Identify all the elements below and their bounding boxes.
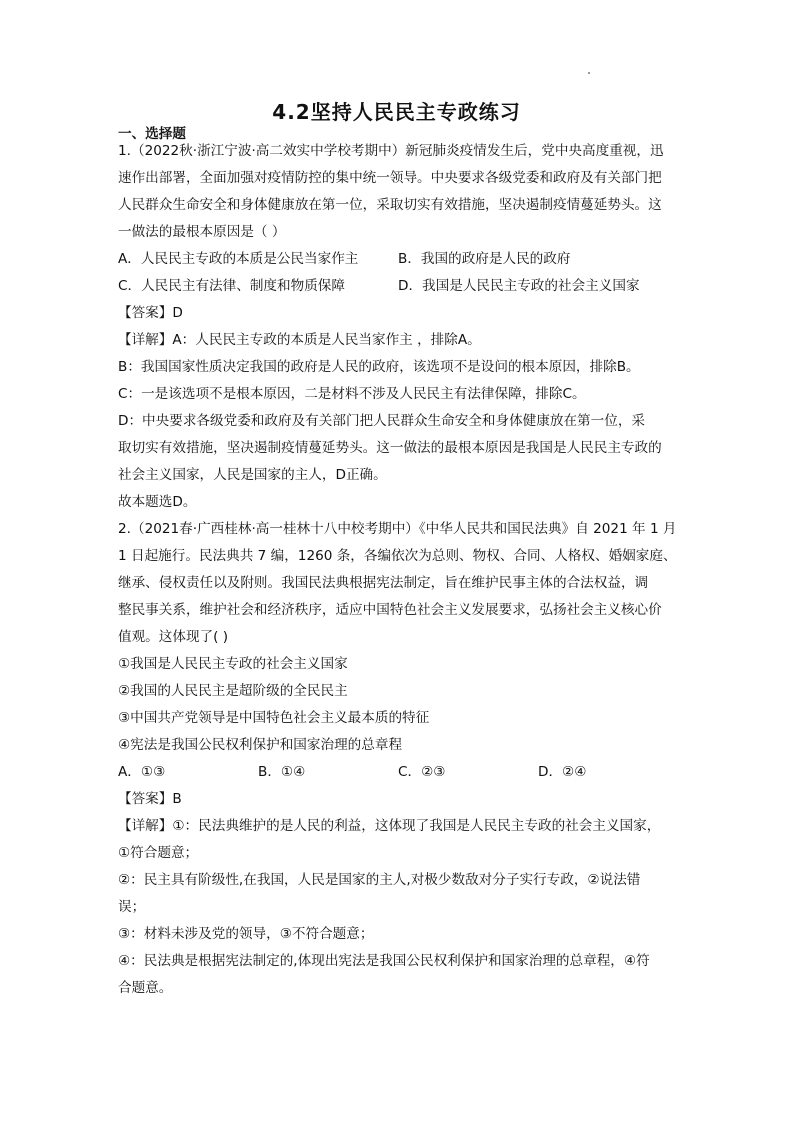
q1-option-c: C．人民民主有法律、制度和物质保障 bbox=[118, 278, 345, 294]
q2-option-b: B．①④ bbox=[258, 764, 306, 780]
q2-detail-line: 误； bbox=[118, 899, 146, 915]
q2-answer: 【答案】B bbox=[118, 791, 182, 807]
q2-stem-line: 值观。这体现了( ) bbox=[118, 629, 229, 645]
q1-stem-line: 一做法的最根本原因是（ ） bbox=[118, 224, 286, 240]
q1-answer: 【答案】D bbox=[118, 305, 183, 321]
q2-detail-line: ①符合题意； bbox=[118, 845, 199, 861]
page-title: 4.2坚持人民民主专政练习 bbox=[272, 100, 521, 124]
q2-detail-line: ③：材料未涉及党的领导，③不符合题意； bbox=[118, 926, 374, 942]
section-heading: 一、选择题 bbox=[118, 126, 186, 142]
scan-dot bbox=[588, 72, 590, 74]
q1-detail-line: 取切实有效措施，坚决遏制疫情蔓延势头。这一做法的最根本原因是我国是人民民主专政的 bbox=[118, 440, 662, 456]
q2-option-c: C．②③ bbox=[398, 764, 446, 780]
q1-option-b: B．我国的政府是人民的政府 bbox=[398, 251, 571, 267]
q2-detail-line: ④：民法典是根据宪法制定的,体现出宪法是我国公民权利保护和国家治理的总章程，④符 bbox=[118, 953, 650, 969]
q2-detail-line: 合题意。 bbox=[118, 980, 173, 996]
q2-option-a: A．①③ bbox=[118, 764, 166, 780]
q1-detail-line: 故本题选D。 bbox=[118, 494, 197, 510]
q1-option-d: D．我国是人民民主专政的社会主义国家 bbox=[398, 278, 640, 294]
q1-stem-line: 1.（2022秋·浙江宁波·高二效实中学校考期中）新冠肺炎疫情发生后，党中央高度重视，迅 bbox=[118, 143, 664, 159]
q1-stem-line: 速作出部署，全面加强对疫情防控的集中统一领导。中央要求各级党委和政府及有关部门把 bbox=[118, 170, 662, 186]
q2-detail-line: 【详解】①：民法典维护的是人民的利益，这体现了我国是人民民主专政的社会主义国家， bbox=[118, 818, 661, 834]
q2-statement: ②我国的人民民主是超阶级的全民民主 bbox=[118, 683, 348, 699]
q2-stem-line: 2.（2021春·广西桂林·高一桂林十八中校考期中）《中华人民共和国民法典》自 2021 年 1 月 bbox=[118, 521, 677, 537]
q2-option-d: D．②④ bbox=[538, 764, 587, 780]
q1-option-a: A．人民民主专政的本质是公民当家作主 bbox=[118, 251, 359, 267]
q2-stem-line: 整民事关系，维护社会和经济秩序，适应中国特色社会主义发展要求，弘扬社会主义核心价 bbox=[118, 602, 662, 618]
q2-detail-line: ②：民主具有阶级性,在我国，人民是国家的主人,对极少数敌对分子实行专政，②说法错 bbox=[118, 872, 641, 888]
q2-statement: ④宪法是我国公民权利保护和国家治理的总章程 bbox=[118, 737, 403, 753]
q1-stem-line: 人民群众生命安全和身体健康放在第一位，采取切实有效措施，坚决遏制疫情蔓延势头。这 bbox=[118, 197, 662, 213]
q1-detail-line: 社会主义国家，人民是国家的主人，D正确。 bbox=[118, 467, 387, 483]
q2-statement: ①我国是人民民主专政的社会主义国家 bbox=[118, 656, 348, 672]
q2-stem-line: 继承、侵权责任以及附则。我国民法典根据宪法制定，旨在维护民事主体的合法权益，调 bbox=[118, 575, 649, 591]
q1-detail-line: 【详解】A：人民民主专政的本质是人民当家作主 ，排除A。 bbox=[118, 332, 481, 348]
q2-statement: ③中国共产党领导是中国特色社会主义最本质的特征 bbox=[118, 710, 430, 726]
q1-detail-line: C：一是该选项不是根本原因，二是材料不涉及人民民主有法律保障，排除C。 bbox=[118, 386, 586, 402]
q2-stem-line: 1 日起施行。民法典共 7 编，1260 条，各编依次为总则、物权、合同、人格权、婚姻家庭、 bbox=[118, 548, 677, 564]
q1-detail-line: D：中央要求各级党委和政府及有关部门把人民群众生命安全和身体健康放在第一位，采 bbox=[118, 413, 646, 429]
q1-detail-line: B：我国国家性质决定我国的政府是人民的政府，该选项不是设问的根本原因，排除B。 bbox=[118, 359, 640, 375]
